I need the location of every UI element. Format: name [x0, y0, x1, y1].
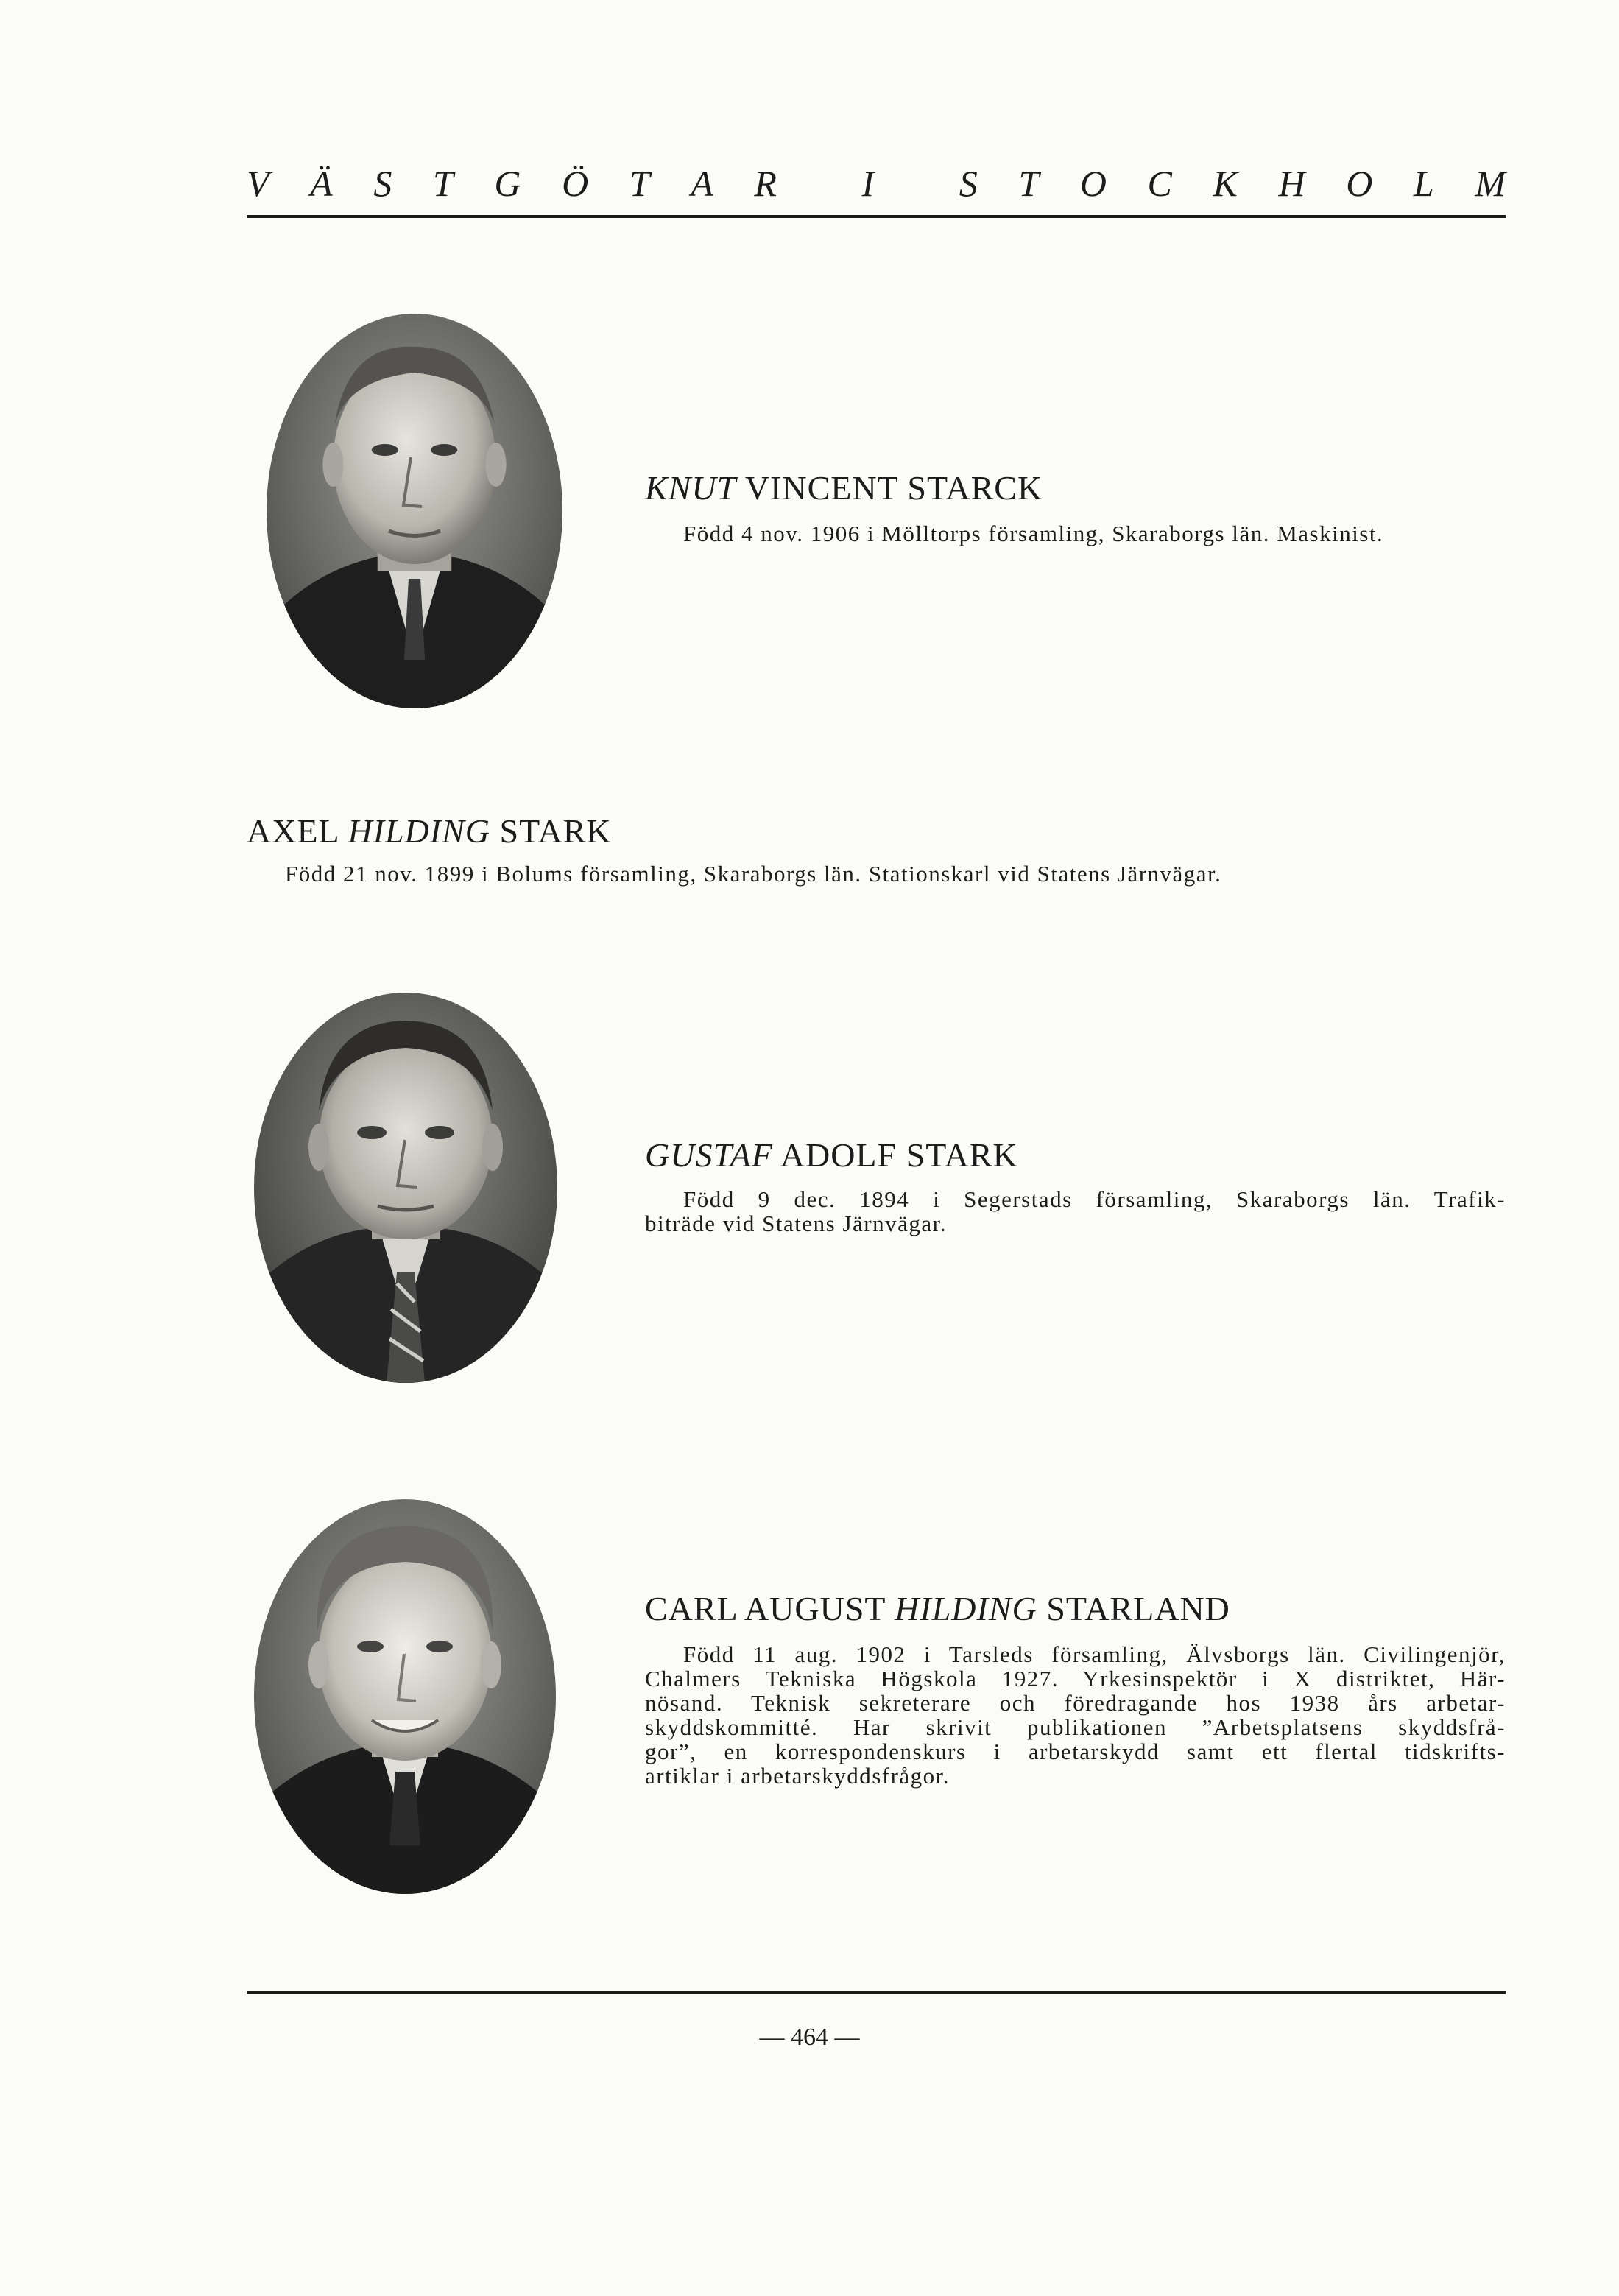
portrait-image [254, 1499, 556, 1894]
entry-description [645, 1642, 1506, 1788]
header-letter: I [861, 163, 875, 204]
name-rest: STARLAND [1037, 1590, 1230, 1627]
text-line: skyddskommitté. Har skrivit publikationen ”Arbetsplatsens skyddsfrå- [645, 1714, 1506, 1740]
text-line: artiklar i arbetarskyddsfrågor. [645, 1763, 950, 1789]
name-pre: CARL AUGUST [645, 1590, 895, 1627]
given-name-italic: KNUT [645, 469, 737, 507]
header-letter: T [432, 163, 454, 204]
text-line: Född 21 nov. 1899 i Bolums församling, Skaraborgs län. Stationskarl vid Statens Järnvägar. [285, 861, 1222, 887]
header-letter: T [1018, 163, 1040, 204]
name-rest: VINCENT STARCK [736, 469, 1043, 507]
header-letter: S [373, 163, 392, 204]
text-line: Född 4 nov. 1906 i Mölltorps församling, Skaraborgs län. Maskinist. [683, 521, 1384, 546]
footer-rule [247, 1991, 1506, 1994]
header-letter: C [1147, 163, 1172, 204]
portrait-photo [267, 314, 562, 708]
given-name-italic: HILDING [895, 1590, 1037, 1627]
text-line: gor”, en korrespondenskurs i arbetarskydd samt ett flertal tidskrifts- [645, 1739, 1506, 1764]
text-line: biträde vid Statens Järnvägar. [645, 1211, 948, 1236]
text-line: nösand. Teknisk sekreterare och föredragande hos 1938 års arbetar- [645, 1690, 1506, 1716]
entry-description [683, 521, 1506, 546]
header-letter: L [1413, 163, 1434, 204]
portrait-photo [254, 993, 557, 1383]
header-letter: K [1213, 163, 1238, 204]
entry-name [645, 1592, 1230, 1626]
header-letter: V [247, 163, 269, 204]
name-rest: STARK [490, 812, 612, 850]
header-letter: Ö [562, 163, 589, 204]
header-letter: A [691, 163, 713, 204]
page-number: — 464 — [759, 2024, 860, 2051]
header-letter: M [1475, 163, 1506, 204]
entry-name [645, 471, 1043, 505]
header-rule [247, 215, 1506, 218]
header-letter: R [754, 163, 777, 204]
running-header [247, 165, 1506, 202]
name-rest: ADOLF STARK [772, 1136, 1018, 1174]
header-letter: Ä [310, 163, 333, 204]
entry-description [285, 862, 1433, 886]
entry-name [645, 1138, 1018, 1172]
header-letter: O [1346, 163, 1373, 204]
text-line: Född 11 aug. 1902 i Tarsleds församling, Älvsborgs län. Civilingenjör, [683, 1641, 1506, 1667]
given-name-italic: HILDING [348, 812, 490, 850]
header-letter: G [494, 163, 521, 204]
entry-name [247, 814, 612, 848]
portrait-image [267, 314, 562, 708]
given-name-italic: GUSTAF [645, 1136, 773, 1174]
name-pre: AXEL [247, 812, 348, 850]
text-line: Född 9 dec. 1894 i Segerstads församling, Skaraborgs län. Trafik- [683, 1186, 1506, 1212]
portrait-photo [254, 1499, 556, 1894]
text-line: Chalmers Tekniska Högskola 1927. Yrkesinspektör i X distriktet, Här- [645, 1666, 1506, 1691]
entry-description [645, 1187, 1506, 1236]
header-letter: O [1079, 163, 1107, 204]
header-letter: H [1278, 163, 1305, 204]
header-letter: T [629, 163, 650, 204]
header-letter: S [959, 163, 978, 204]
portrait-image [254, 993, 557, 1383]
